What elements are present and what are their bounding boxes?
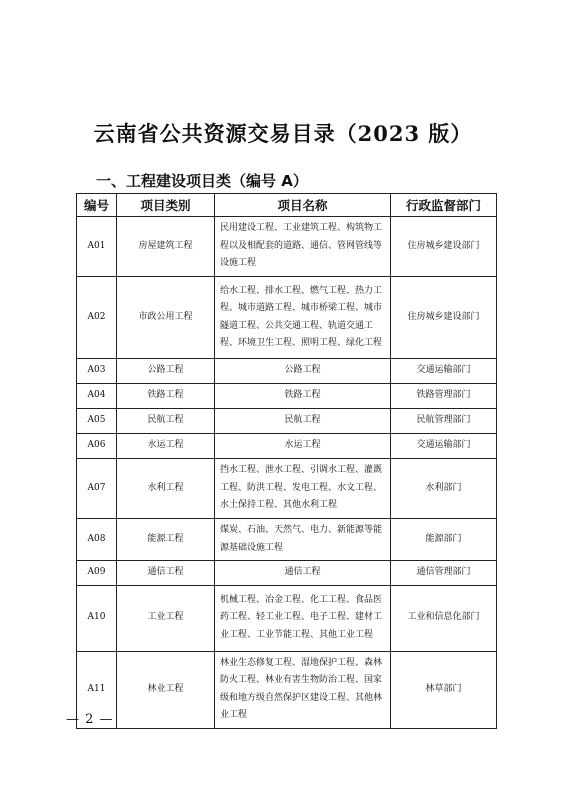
table-row — [77, 277, 497, 359]
cell-dept: 住房城乡建设部门 — [391, 217, 497, 277]
table-row — [77, 651, 497, 728]
cell-dept: 工业和信息化部门 — [391, 585, 497, 651]
table-row — [77, 384, 497, 409]
header-category: 项目类别 — [117, 194, 215, 217]
page-number: — 2 — — [66, 712, 114, 727]
cell-dept: 住房城乡建设部门 — [391, 277, 497, 359]
cell-dept: 林草部门 — [391, 651, 497, 728]
cell-name: 煤炭、石油、天然气、电力、新能源等能源基础设施工程 — [215, 519, 391, 561]
cell-name: 公路工程 — [215, 359, 391, 384]
cell-code: A07 — [77, 459, 117, 519]
cell-name: 给水工程、排水工程、燃气工程、热力工程、城市道路工程、城市桥梁工程、城市隧道工程、公共交通工程、轨道交通工程、环境卫生工程、照明工程、绿化工程 — [215, 277, 391, 359]
cell-name: 通信工程 — [215, 561, 391, 586]
cell-name: 机械工程、冶金工程、化工工程、食品医药工程、轻工业工程、电子工程、建材工业工程、工业节能工程、其他工业工程 — [215, 585, 391, 651]
cell-code: A08 — [77, 519, 117, 561]
table-row — [77, 519, 497, 561]
cell-category: 市政公用工程 — [117, 277, 215, 359]
section-heading: 一、工程建设项目类（编号 A） — [96, 172, 308, 190]
catalog-table — [76, 193, 497, 729]
table-header — [77, 194, 497, 217]
cell-category: 通信工程 — [117, 561, 215, 586]
cell-name: 民用建设工程、工业建筑工程、构筑物工程以及相配套的道路、通信、管网管线等设施工程 — [215, 217, 391, 277]
cell-dept: 通信管理部门 — [391, 561, 497, 586]
cell-category: 房屋建筑工程 — [117, 217, 215, 277]
header-dept: 行政监督部门 — [391, 194, 497, 217]
table-header-row — [77, 194, 497, 217]
cell-name: 铁路工程 — [215, 384, 391, 409]
cell-code: A02 — [77, 277, 117, 359]
cell-dept: 铁路管理部门 — [391, 384, 497, 409]
table-row — [77, 434, 497, 459]
cell-code: A01 — [77, 217, 117, 277]
cell-name: 民航工程 — [215, 409, 391, 434]
cell-name: 林业生态修复工程、湿地保护工程、森林防火工程、林业有害生物防治工程、国家级和地方级自然保护区建设工程、其他林业工程 — [215, 651, 391, 728]
cell-name: 水运工程 — [215, 434, 391, 459]
header-name: 项目名称 — [215, 194, 391, 217]
document-title: 云南省公共资源交易目录（2023 版） — [93, 121, 473, 146]
cell-code: A03 — [77, 359, 117, 384]
cell-code: A10 — [77, 585, 117, 651]
cell-name: 挡水工程、泄水工程、引调水工程、灌溉工程、防洪工程、发电工程、水文工程、水土保持工程、其他水利工程 — [215, 459, 391, 519]
cell-dept: 民航管理部门 — [391, 409, 497, 434]
cell-category: 水利工程 — [117, 459, 215, 519]
table-row — [77, 561, 497, 586]
cell-category: 能源工程 — [117, 519, 215, 561]
cell-category: 水运工程 — [117, 434, 215, 459]
cell-code: A04 — [77, 384, 117, 409]
cell-code: A05 — [77, 409, 117, 434]
cell-dept: 水利部门 — [391, 459, 497, 519]
cell-category: 民航工程 — [117, 409, 215, 434]
cell-code: A11 — [77, 651, 117, 728]
cell-dept: 交通运输部门 — [391, 359, 497, 384]
cell-category: 公路工程 — [117, 359, 215, 384]
table-row — [77, 585, 497, 651]
cell-code: A06 — [77, 434, 117, 459]
cell-dept: 交通运输部门 — [391, 434, 497, 459]
cell-dept: 能源部门 — [391, 519, 497, 561]
header-code: 编号 — [77, 194, 117, 217]
cell-category: 工业工程 — [117, 585, 215, 651]
table-row — [77, 217, 497, 277]
cell-code: A09 — [77, 561, 117, 586]
table-body — [77, 217, 497, 729]
table-row — [77, 459, 497, 519]
cell-category: 林业工程 — [117, 651, 215, 728]
table-row — [77, 359, 497, 384]
table-row — [77, 409, 497, 434]
cell-category: 铁路工程 — [117, 384, 215, 409]
